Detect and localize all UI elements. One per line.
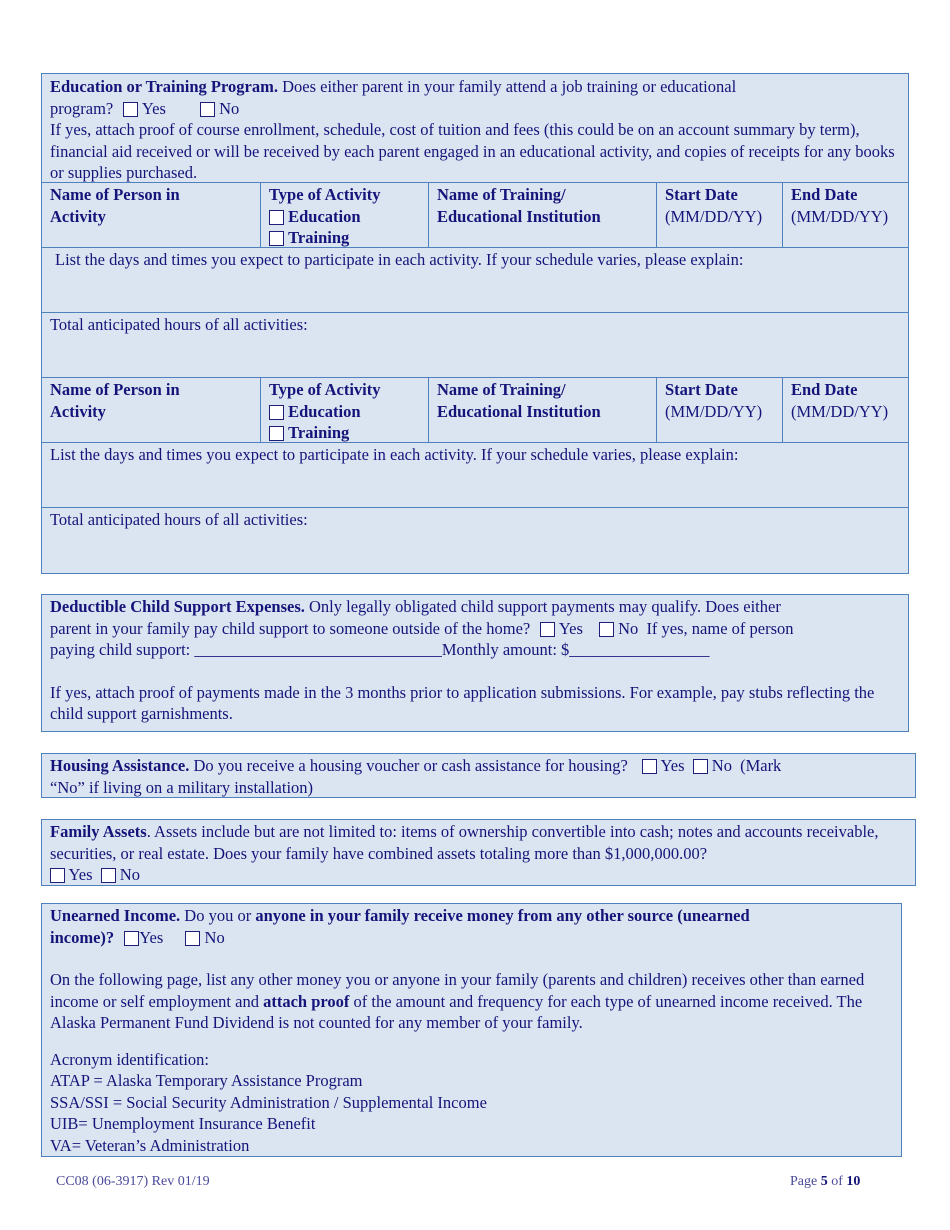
housing-yes-checkbox[interactable] (642, 759, 657, 774)
education-yes-checkbox[interactable] (123, 102, 138, 117)
unearned-yes-checkbox[interactable] (124, 931, 139, 946)
activity-education-checkbox-2[interactable] (269, 405, 284, 420)
education-no-checkbox[interactable] (200, 102, 215, 117)
housing-section (41, 753, 916, 798)
form-id: CC08 (06-3917) Rev 01/19 (56, 1174, 210, 1189)
schedule-field-1[interactable]: List the days and times you expect to participate in each activity. If your schedule varies, please explain: (42, 247, 908, 313)
child-support-title: Deductible Child Support Expenses. (50, 597, 305, 616)
education-section (41, 73, 909, 574)
assets-section (41, 819, 916, 886)
unearned-instructions: On the following page, list any other money you or anyone in your family (parents and children) receives other than earned income or self employment and attach proof of the amount and frequency for each type of unearned income received. The Alaska Permanent Fund Dividend is not counted for any member of your family. (50, 970, 865, 1032)
activity-education-checkbox-1[interactable] (269, 210, 284, 225)
activity-header-row-2: Name of Person in Activity Type of Activity Education Training Name of Training/ Educational Institution Start Date (MM/DD/YY) End Date (MM/DD/YY) (42, 377, 908, 443)
child-support-text: Deductible Child Support Expenses. Only legally obligated child support payments may qualify. Does either parent in your family pay child support to someone outside of the home? Yes No If yes, name of person paying child support: ______________________________Monthly amount: $_________________ If yes, attach proof of payments made in the 3 months prior to application submissions. For example, pay stubs reflecting the child support garnishments. (50, 596, 902, 725)
acronym-item: SSA/SSI = Social Security Administration / Supplemental Income (50, 1092, 487, 1112)
child-support-proof: If yes, attach proof of payments made in the 3 months prior to application submissions. For example, pay stubs reflecting the child support garnishments. (50, 682, 875, 723)
child-support-section (41, 594, 909, 732)
activity-training-checkbox-1[interactable] (269, 231, 284, 246)
assets-title: Family Assets (50, 822, 147, 841)
page-number: Page 5 of 10 (790, 1174, 861, 1189)
education-title: Education or Training Program. (50, 77, 278, 96)
education-no-label: No (219, 98, 240, 118)
activity-training-checkbox-2[interactable] (269, 426, 284, 441)
housing-text: Housing Assistance. Do you receive a housing voucher or cash assistance for housing? Yes No (Mark “No” if living on a military installation) (50, 756, 782, 797)
unearned-title: Unearned Income. (50, 906, 181, 925)
education-intro: Education or Training Program. Does either parent in your family attend a job training or educational program? Yes No If yes, attach proof of course enrollment, schedule, cost of tuition and fees (this could be on an account summary by term), financial aid received or will be received by each parent engaged in an educational activity, and copies of receipts for any books or supplies purchased. (50, 76, 902, 184)
acronym-item: ATAP = Alaska Temporary Assistance Program (50, 1071, 363, 1090)
total-hours-field-2[interactable]: Total anticipated hours of all activities: (42, 507, 908, 574)
child-support-yes-checkbox[interactable] (540, 622, 555, 637)
acronym-item: VA= Veteran’s Administration (50, 1135, 250, 1155)
acronym-item: UIB= Unemployment Insurance Benefit (50, 1114, 316, 1133)
unearned-no-checkbox[interactable] (185, 931, 200, 946)
total-hours-field-1[interactable]: Total anticipated hours of all activities: (42, 312, 908, 378)
child-support-payer-line[interactable]: paying child support: ______________________________Monthly amount: $_________________ (50, 640, 710, 659)
housing-title: Housing Assistance. (50, 756, 190, 775)
education-instructions: If yes, attach proof of course enrollment, schedule, cost of tuition and fees (this could be on an account summary by term), financial aid received or will be received by each parent engaged in an educational activity, and copies of receipts for any books or supplies purchased. (50, 120, 895, 182)
unearned-income-text: Unearned Income. Do you or anyone in your family receive money from any other source (unearned income)? Yes No On the following page, list any other money you or anyone in your family (parents and children) receives other than earned income or self employment and attach proof of the amount and frequency for each type of unearned income received. The Alaska Permanent Fund Dividend is not counted for any member of your family. Acronym identification: ATAP = Alaska Temporary Assistance Program SSA/SSI = Social Security Administration / Supplemental Income UIB= Unemployment Insurance Benefit VA= Veteran’s Administration (50, 905, 895, 1156)
child-support-no-checkbox[interactable] (599, 622, 614, 637)
education-yes-label: Yes (141, 98, 166, 118)
schedule-field-2[interactable]: List the days and times you expect to participate in each activity. If your schedule varies, please explain: (42, 442, 908, 508)
assets-no-checkbox[interactable] (101, 868, 116, 883)
housing-no-checkbox[interactable] (693, 759, 708, 774)
acronym-heading: Acronym identification: (50, 1049, 209, 1069)
activity-header-row-1: Name of Person in Activity Type of Activity Education Training Name of Training/ Educational Institution Start Date (MM/DD/YY) End Date (MM/DD/YY) (42, 182, 908, 248)
assets-yes-checkbox[interactable] (50, 868, 65, 883)
unearned-income-section (41, 903, 902, 1157)
assets-text: Family Assets. Assets include but are not limited to: items of ownership convertible into cash; notes and accounts receivable, securities, or real estate. Does your family have combined assets totaling more than $1,000,000.00? Yes No (50, 822, 879, 884)
